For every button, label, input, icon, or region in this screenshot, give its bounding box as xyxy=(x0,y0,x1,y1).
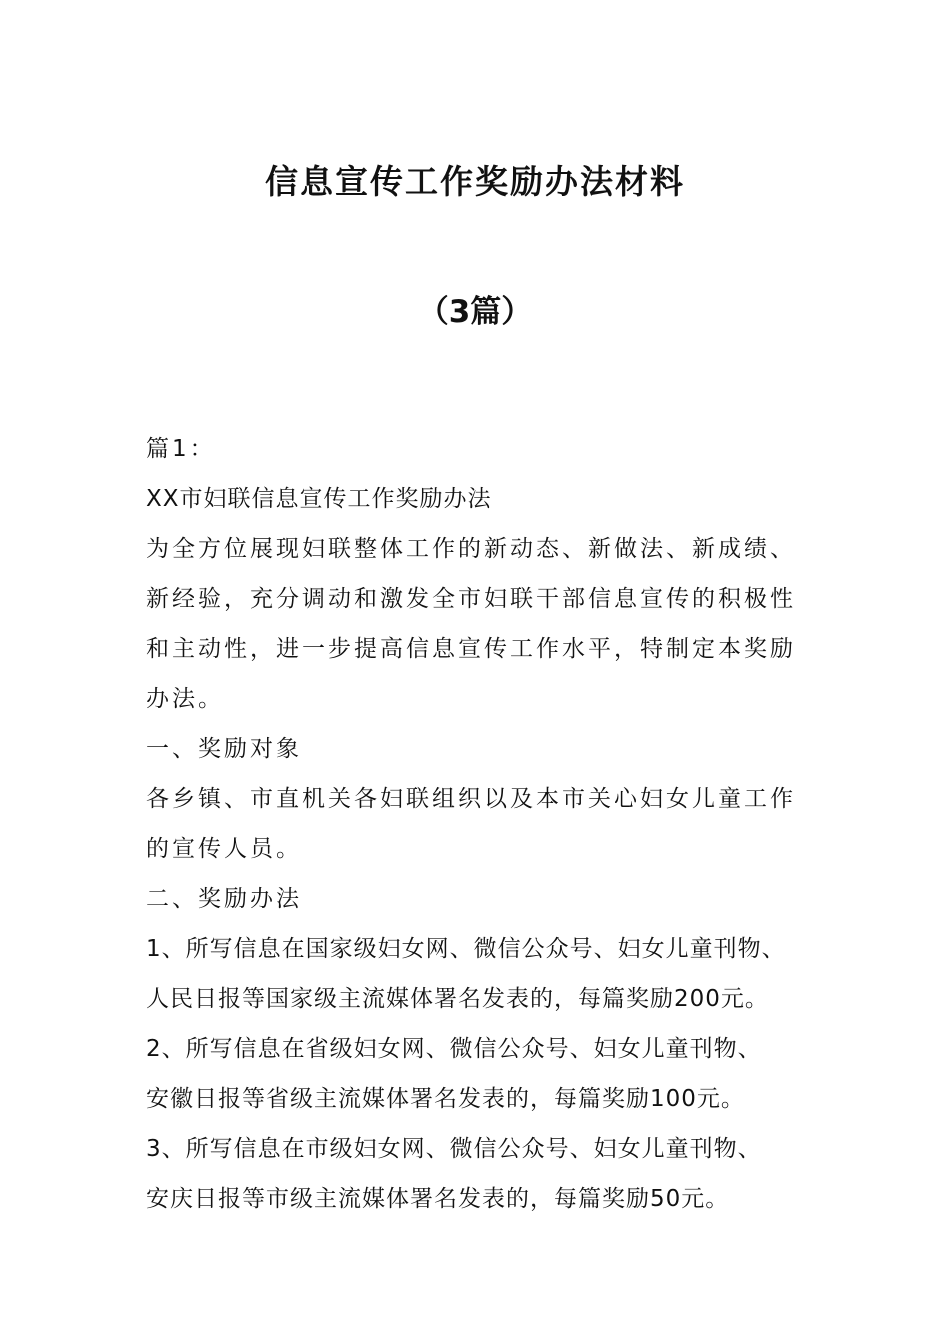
section-heading: 一、奖励对象 xyxy=(146,736,302,762)
section-heading: 二、奖励办法 xyxy=(146,886,302,912)
document-title: 信息宣传工作奖励办法材料 xyxy=(265,162,685,201)
document-body xyxy=(146,424,826,1224)
list-item-line: 安徽日报等省级主流媒体署名发表的，每篇奖励100元。 xyxy=(146,1086,745,1112)
document-subtitle: （3篇） xyxy=(417,294,533,330)
paragraph-line: 办法。 xyxy=(146,686,224,712)
list-item-line: 2、所写信息在省级妇女网、微信公众号、妇女儿童刊物、 xyxy=(146,1036,762,1062)
paragraph-line: 和主动性，进一步提高信息宣传工作水平，特制定本奖励 xyxy=(146,636,796,662)
paragraph-line: 新经验，充分调动和激发全市妇联干部信息宣传的积极性 xyxy=(146,586,796,612)
list-item-line: 人民日报等国家级主流媒体署名发表的，每篇奖励200元。 xyxy=(146,986,769,1012)
section-label: 篇1： xyxy=(146,436,216,462)
list-item-line: 3、所写信息在市级妇女网、微信公众号、妇女儿童刊物、 xyxy=(146,1136,762,1162)
paragraph-line: 各乡镇、市直机关各妇联组织以及本市关心妇女儿童工作 xyxy=(146,786,796,812)
paragraph-line: 的宣传人员。 xyxy=(146,836,302,862)
article-heading: XX市妇联信息宣传工作奖励办法 xyxy=(146,486,492,512)
paragraph-line: 为全方位展现妇联整体工作的新动态、新做法、新成绩、 xyxy=(146,536,796,562)
list-item-line: 1、所写信息在国家级妇女网、微信公众号、妇女儿童刊物、 xyxy=(146,936,786,962)
list-item-line: 安庆日报等市级主流媒体署名发表的，每篇奖励50元。 xyxy=(146,1186,730,1212)
